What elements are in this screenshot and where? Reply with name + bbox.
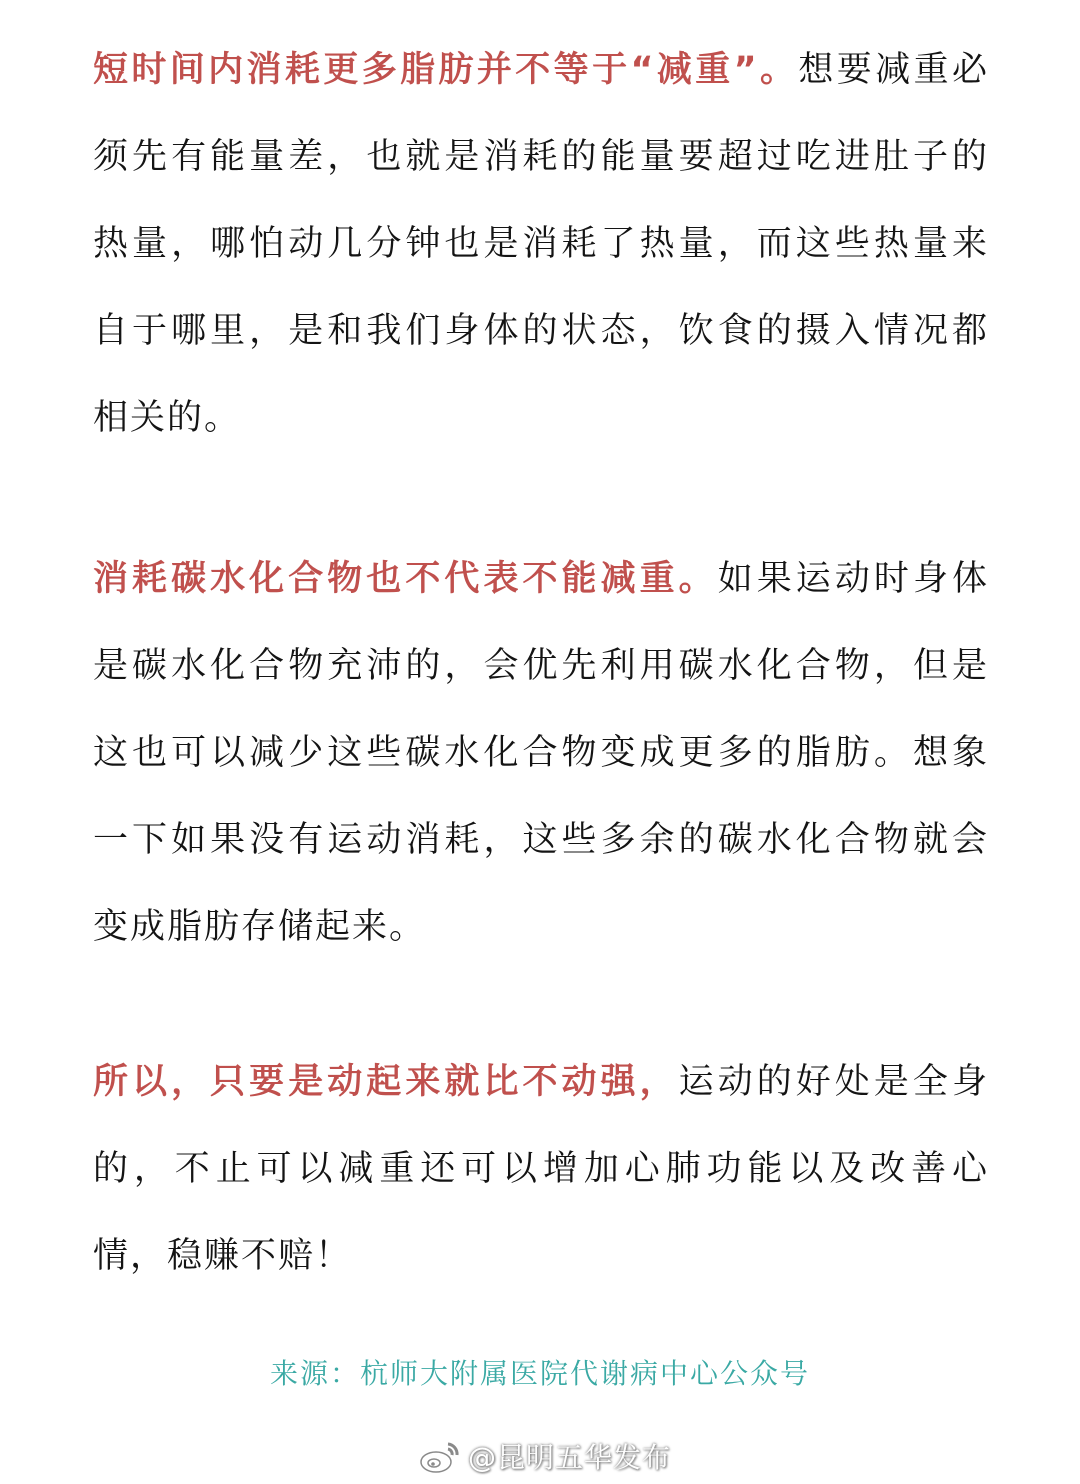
paragraph-2-line-5 xyxy=(93,897,989,957)
body-text: 须先有能量差，也就是消耗的能量要超过吃进肚子的 xyxy=(93,137,989,177)
source-credit: 来源：杭师大附属医院代谢病中心公众号 xyxy=(269,1357,810,1390)
paragraph-3-line-1 xyxy=(93,1052,989,1112)
body-text: 一下如果没有运动消耗，这些多余的碳水化合物就会 xyxy=(93,820,989,860)
highlight-text: 消耗碳水化合物也不代表不能减重。 xyxy=(93,559,718,599)
paragraph-2-line-1 xyxy=(93,549,989,609)
highlight-text: 短时间内消耗更多脂肪并不等于“减重”。 xyxy=(93,50,799,90)
body-text: 想要减重必 xyxy=(798,50,989,90)
highlight-text: 所以，只要是动起来就比不动强， xyxy=(93,1062,679,1102)
body-text: 情，稳赚不赔！ xyxy=(93,1236,353,1276)
paragraph-3-line-3 xyxy=(93,1226,989,1286)
weibo-icon xyxy=(418,1438,462,1474)
body-text: 相关的。 xyxy=(93,398,242,438)
body-text: 热量，哪怕动几分钟也是消耗了热量，而这些热量来 xyxy=(93,224,989,264)
body-text: 是碳水化合物充沛的，会优先利用碳水化合物，但是 xyxy=(93,646,989,686)
paragraph-1-line-1 xyxy=(93,40,989,100)
paragraph-1-line-5 xyxy=(93,388,989,448)
paragraph-3-line-2 xyxy=(93,1139,989,1199)
paragraph-2-line-2 xyxy=(93,636,989,696)
watermark-text: @昆明五华发布 xyxy=(468,1441,672,1474)
paragraph-1-line-3 xyxy=(93,214,989,274)
body-text: 运动的好处是全身 xyxy=(678,1062,989,1102)
paragraph-2-line-4 xyxy=(93,810,989,870)
body-text: 这也可以减少这些碳水化合物变成更多的脂肪。想象 xyxy=(93,733,989,773)
paragraph-2-line-3 xyxy=(93,723,989,783)
body-text: 的，不止可以减重还可以增加心肺功能以及改善心 xyxy=(93,1149,989,1189)
weibo-watermark xyxy=(418,1434,671,1478)
paragraph-1-line-4 xyxy=(93,301,989,361)
paragraph-1-line-2 xyxy=(93,127,989,187)
body-text: 自于哪里，是和我们身体的状态，饮食的摄入情况都 xyxy=(93,311,989,351)
body-text: 如果运动时身体 xyxy=(717,559,989,599)
body-text: 变成脂肪存储起来。 xyxy=(93,907,427,947)
